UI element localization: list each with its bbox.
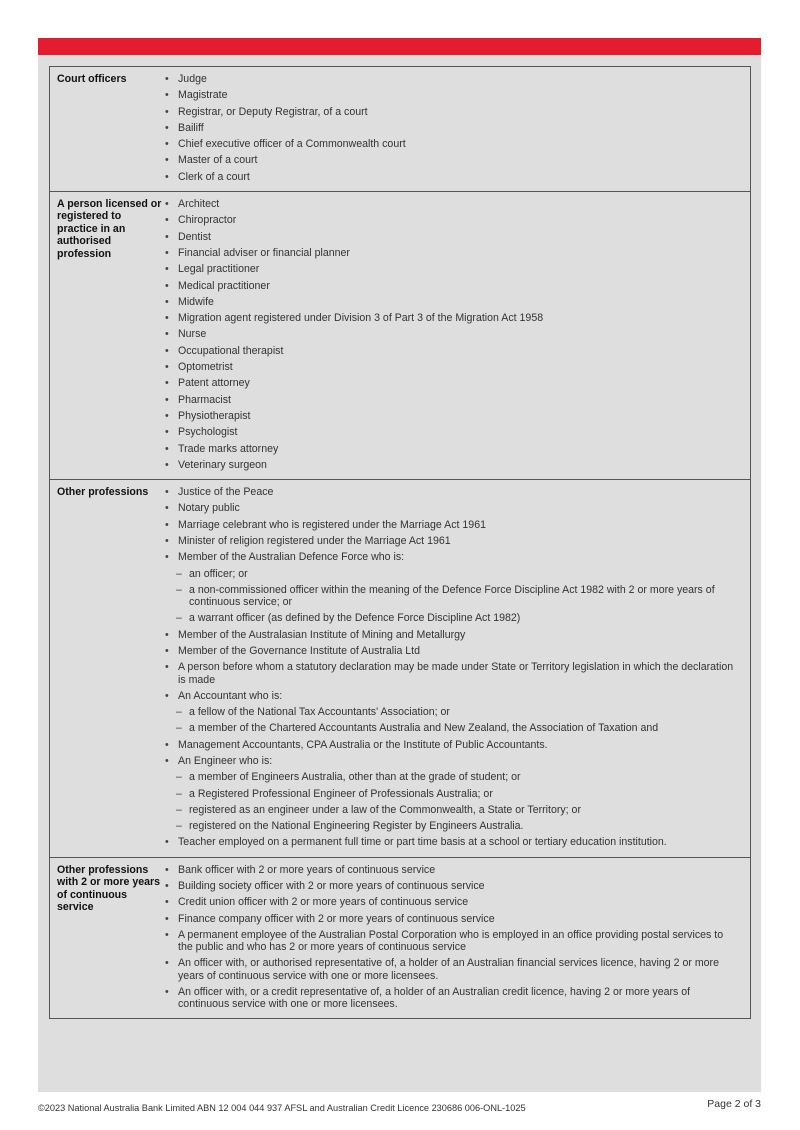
list-item: • Management Accountants, CPA Australia or the Institute of Public Accountants. — [164, 739, 740, 751]
page-number: Page 2 of 3 — [707, 1098, 761, 1110]
list-item: • Trade marks attorney — [164, 443, 740, 455]
list-item: • Clerk of a court — [164, 171, 740, 183]
list-item: • Member of the Governance Institute of Australia Ltd — [164, 645, 740, 657]
sub-list-item: – registered as an engineer under a law of the Commonwealth, a State or Territory; or — [164, 804, 740, 816]
list-item: • Teacher employed on a permanent full time or part time basis at a school or tertiary education institution. — [164, 836, 740, 848]
list-item: • Architect — [164, 198, 740, 210]
list-item: • Midwife — [164, 296, 740, 308]
list-item: • Building society officer with 2 or more years of continuous service — [164, 880, 740, 892]
list-item: • Credit union officer with 2 or more years of continuous service — [164, 896, 740, 908]
list-item: • Physiotherapist — [164, 410, 740, 422]
list-item: • Chiropractor — [164, 214, 740, 226]
list-item: • Psychologist — [164, 426, 740, 438]
list-item: • Financial adviser or financial planner — [164, 247, 740, 259]
sub-list-item: – a fellow of the National Tax Accountants' Association; or — [164, 706, 740, 718]
list-item: • Master of a court — [164, 154, 740, 166]
list-item: • Legal practitioner — [164, 263, 740, 275]
list-item: • Registrar, or Deputy Registrar, of a court — [164, 106, 740, 118]
row-items — [162, 864, 750, 1015]
list-item: • Pharmacist — [164, 394, 740, 406]
list-item: • Bailiff — [164, 122, 740, 134]
sub-list-item: – a non-commissioned officer within the meaning of the Defence Force Discipline Act 1982 with 2 or more years of continuous service; or — [164, 584, 740, 608]
list-item: • A person before whom a statutory declaration may be made under State or Territory legislation in which the declaration is made — [164, 661, 740, 685]
row-label: Other professions with 2 or more years of continuous service — [57, 863, 161, 913]
sub-list-item: – a warrant officer (as defined by the Defence Force Discipline Act 1982) — [164, 612, 740, 624]
list-item: • A permanent employee of the Australian Postal Corporation who is employed in an office providing postal services to the public and who has 2 or more years of continuous service — [164, 929, 740, 953]
list-item: • Justice of the Peace — [164, 486, 740, 498]
list-item: • Medical practitioner — [164, 280, 740, 292]
list-item: • Minister of religion registered under the Marriage Act 1961 — [164, 535, 740, 547]
content-panel — [38, 55, 761, 1092]
list-item: • Patent attorney — [164, 377, 740, 389]
sub-list-item: – a member of the Chartered Accountants Australia and New Zealand, the Association of Taxation and — [164, 722, 740, 734]
table-row — [50, 480, 750, 858]
list-item: • Bank officer with 2 or more years of continuous service — [164, 864, 740, 876]
list-item: • Marriage celebrant who is registered under the Marriage Act 1961 — [164, 519, 740, 531]
list-item: • Member of the Australasian Institute of Mining and Metallurgy — [164, 629, 740, 641]
row-label: Other professions — [57, 486, 149, 499]
list-item: • Notary public — [164, 502, 740, 514]
list-item: • Occupational therapist — [164, 345, 740, 357]
sub-list-item: – registered on the National Engineering Register by Engineers Australia. — [164, 820, 740, 832]
header-red-bar — [38, 38, 761, 55]
list-item: • An officer with, or authorised representative of, a holder of an Australian financial services licence, having 2 or more years of continuous service with one or more licensees. — [164, 957, 740, 981]
witness-categories-table — [49, 66, 751, 1019]
list-item: • An officer with, or a credit representative of, a holder of an Australian credit licence, having 2 or more years of continuous service with one or more licensees. — [164, 986, 740, 1010]
sub-list-item: – an officer; or — [164, 568, 740, 580]
row-items — [162, 486, 750, 853]
list-item: • Migration agent registered under Division 3 of Part 3 of the Migration Act 1958 — [164, 312, 740, 324]
sub-list-item: – a member of Engineers Australia, other than at the grade of student; or — [164, 771, 740, 783]
list-item: • Member of the Australian Defence Force who is: — [164, 551, 740, 563]
list-item: • Magistrate — [164, 89, 740, 101]
list-item: • Chief executive officer of a Commonwealth court — [164, 138, 740, 150]
row-items — [162, 198, 750, 475]
list-item: • Finance company officer with 2 or more years of continuous service — [164, 913, 740, 925]
list-item: • Dentist — [164, 231, 740, 243]
sub-list-item: – a Registered Professional Engineer of Professionals Australia; or — [164, 788, 740, 800]
table-row — [50, 192, 750, 480]
row-items — [162, 73, 750, 187]
list-item: • Nurse — [164, 328, 740, 340]
list-item: • Veterinary surgeon — [164, 459, 740, 471]
list-item: • Optometrist — [164, 361, 740, 373]
table-row — [50, 67, 750, 192]
list-item: • An Engineer who is: — [164, 755, 740, 767]
footer-copyright: ©2023 National Australia Bank Limited ABN 12 004 044 937 AFSL and Australian Credit Licence 230686 006-ONL-1025 — [38, 1103, 526, 1113]
row-label: A person licensed or registered to practice in an authorised profession — [57, 198, 162, 260]
list-item: • An Accountant who is: — [164, 690, 740, 702]
table-row — [50, 858, 750, 1020]
list-item: • Judge — [164, 73, 740, 85]
row-label: Court officers — [57, 73, 127, 85]
